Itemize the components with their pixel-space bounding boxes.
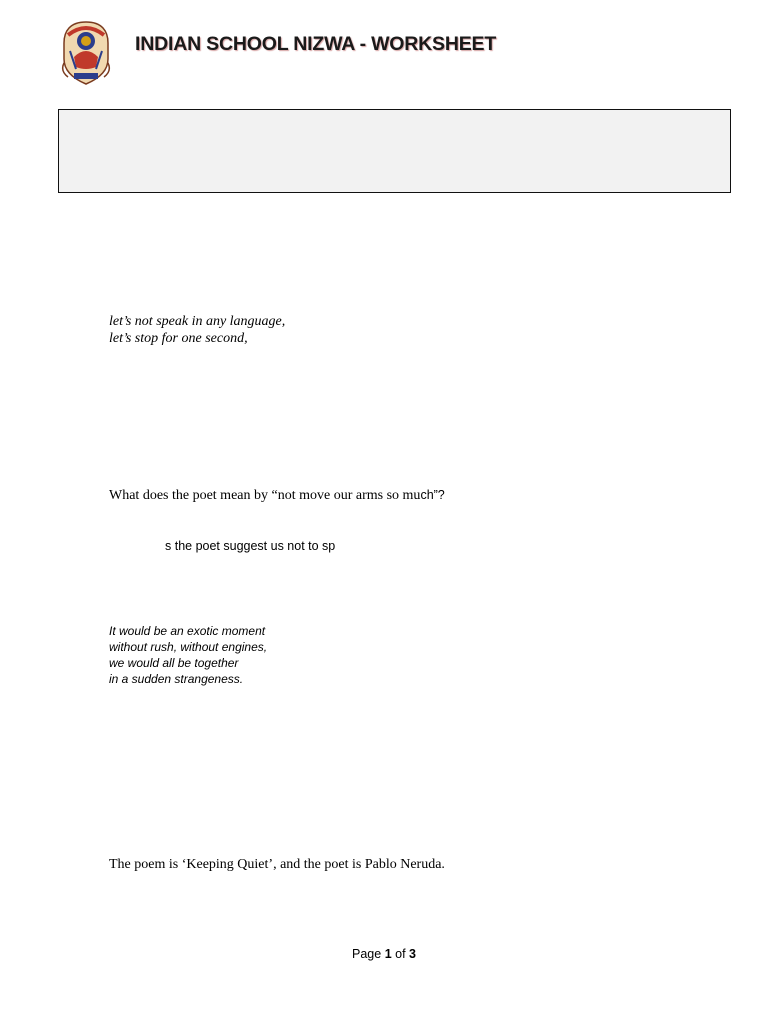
question-text <box>109 488 445 504</box>
verse-line: we would all be together <box>109 656 239 670</box>
school-title: INDIAN SCHOOL NIZWA - WORKSHEET <box>135 33 497 55</box>
answer-text: The poem is ‘Keeping Quiet’, and the poet is Pablo Neruda. <box>109 857 445 872</box>
poem-extract-2 <box>109 623 267 687</box>
page-word: Page <box>352 947 382 961</box>
of-word: of <box>395 947 406 961</box>
question-tail: ch”? <box>420 488 445 502</box>
question-main: What does the poet mean by “not move our arms so mu <box>109 488 421 503</box>
verse-line: let’s not speak in any language, <box>109 314 286 329</box>
verse-line: let’s stop for one second, <box>109 331 248 346</box>
page-footer <box>0 947 768 961</box>
poem-extract-1 <box>109 313 285 347</box>
question-fragment: s the poet suggest us not to sp <box>165 539 336 553</box>
student-details-box <box>58 109 731 193</box>
verse-line: in a sudden strangeness. <box>109 672 244 686</box>
current-page: 1 <box>384 947 392 961</box>
verse-line: It would be an exotic moment <box>109 624 266 638</box>
school-crest-icon <box>60 19 112 87</box>
verse-line: without rush, without engines, <box>109 640 268 654</box>
total-pages: 3 <box>409 947 416 961</box>
